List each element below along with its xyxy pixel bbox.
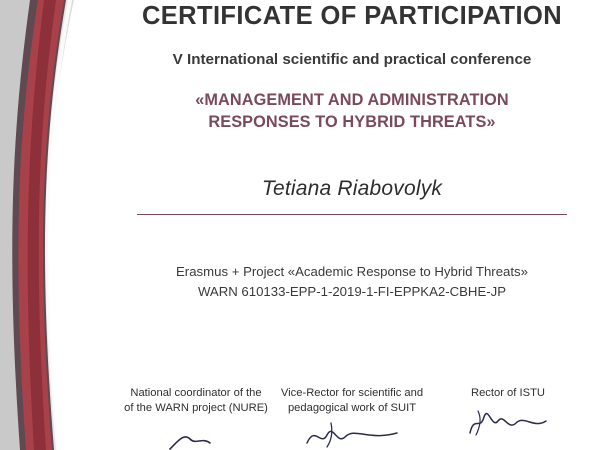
conference-name: V International scientific and practical conference bbox=[172, 51, 532, 69]
signature-mark-icon bbox=[430, 405, 586, 439]
project-grant-number: WARN 610133-EPP-1-2019-1-FI-EPPKA2-CBHE-JP bbox=[197, 283, 507, 299]
signatory-vice-rector bbox=[274, 386, 430, 450]
recipient-underline bbox=[137, 214, 567, 215]
certificate-title: CERTIFICATE OF PARTICIPATION bbox=[141, 2, 563, 30]
decorative-ribbon-artwork bbox=[0, 0, 120, 450]
project-title: Erasmus + Project «Academic Response to Hybrid Threats» bbox=[176, 264, 528, 280]
theme-line-2: RESPONSES TO HYBRID THREATS» bbox=[208, 113, 496, 132]
signatory-role-line-1: Rector of ISTU bbox=[471, 387, 545, 399]
signatory-role-line-2: pedagogical work of SUIT bbox=[287, 401, 417, 414]
signatory-national-coordinator bbox=[118, 386, 274, 450]
signatory-rector-istu bbox=[430, 386, 586, 439]
signatory-role-line-1: Vice-Rector for scientific and bbox=[280, 387, 424, 399]
conference-theme bbox=[122, 89, 582, 133]
theme-line-1: «MANAGEMENT AND ADMINISTRATION bbox=[195, 91, 509, 110]
recipient-name: Tetiana Riabovolyk bbox=[261, 177, 443, 201]
certificate-content bbox=[104, 0, 600, 450]
signature-mark-icon bbox=[274, 419, 430, 450]
signatory-role-line-2: of the WARN project (NURE) bbox=[124, 401, 268, 414]
signatory-role-line-1: National coordinator of the bbox=[130, 387, 262, 399]
signature-mark-icon bbox=[118, 419, 274, 450]
project-info bbox=[122, 262, 582, 302]
signature-block bbox=[104, 386, 600, 450]
